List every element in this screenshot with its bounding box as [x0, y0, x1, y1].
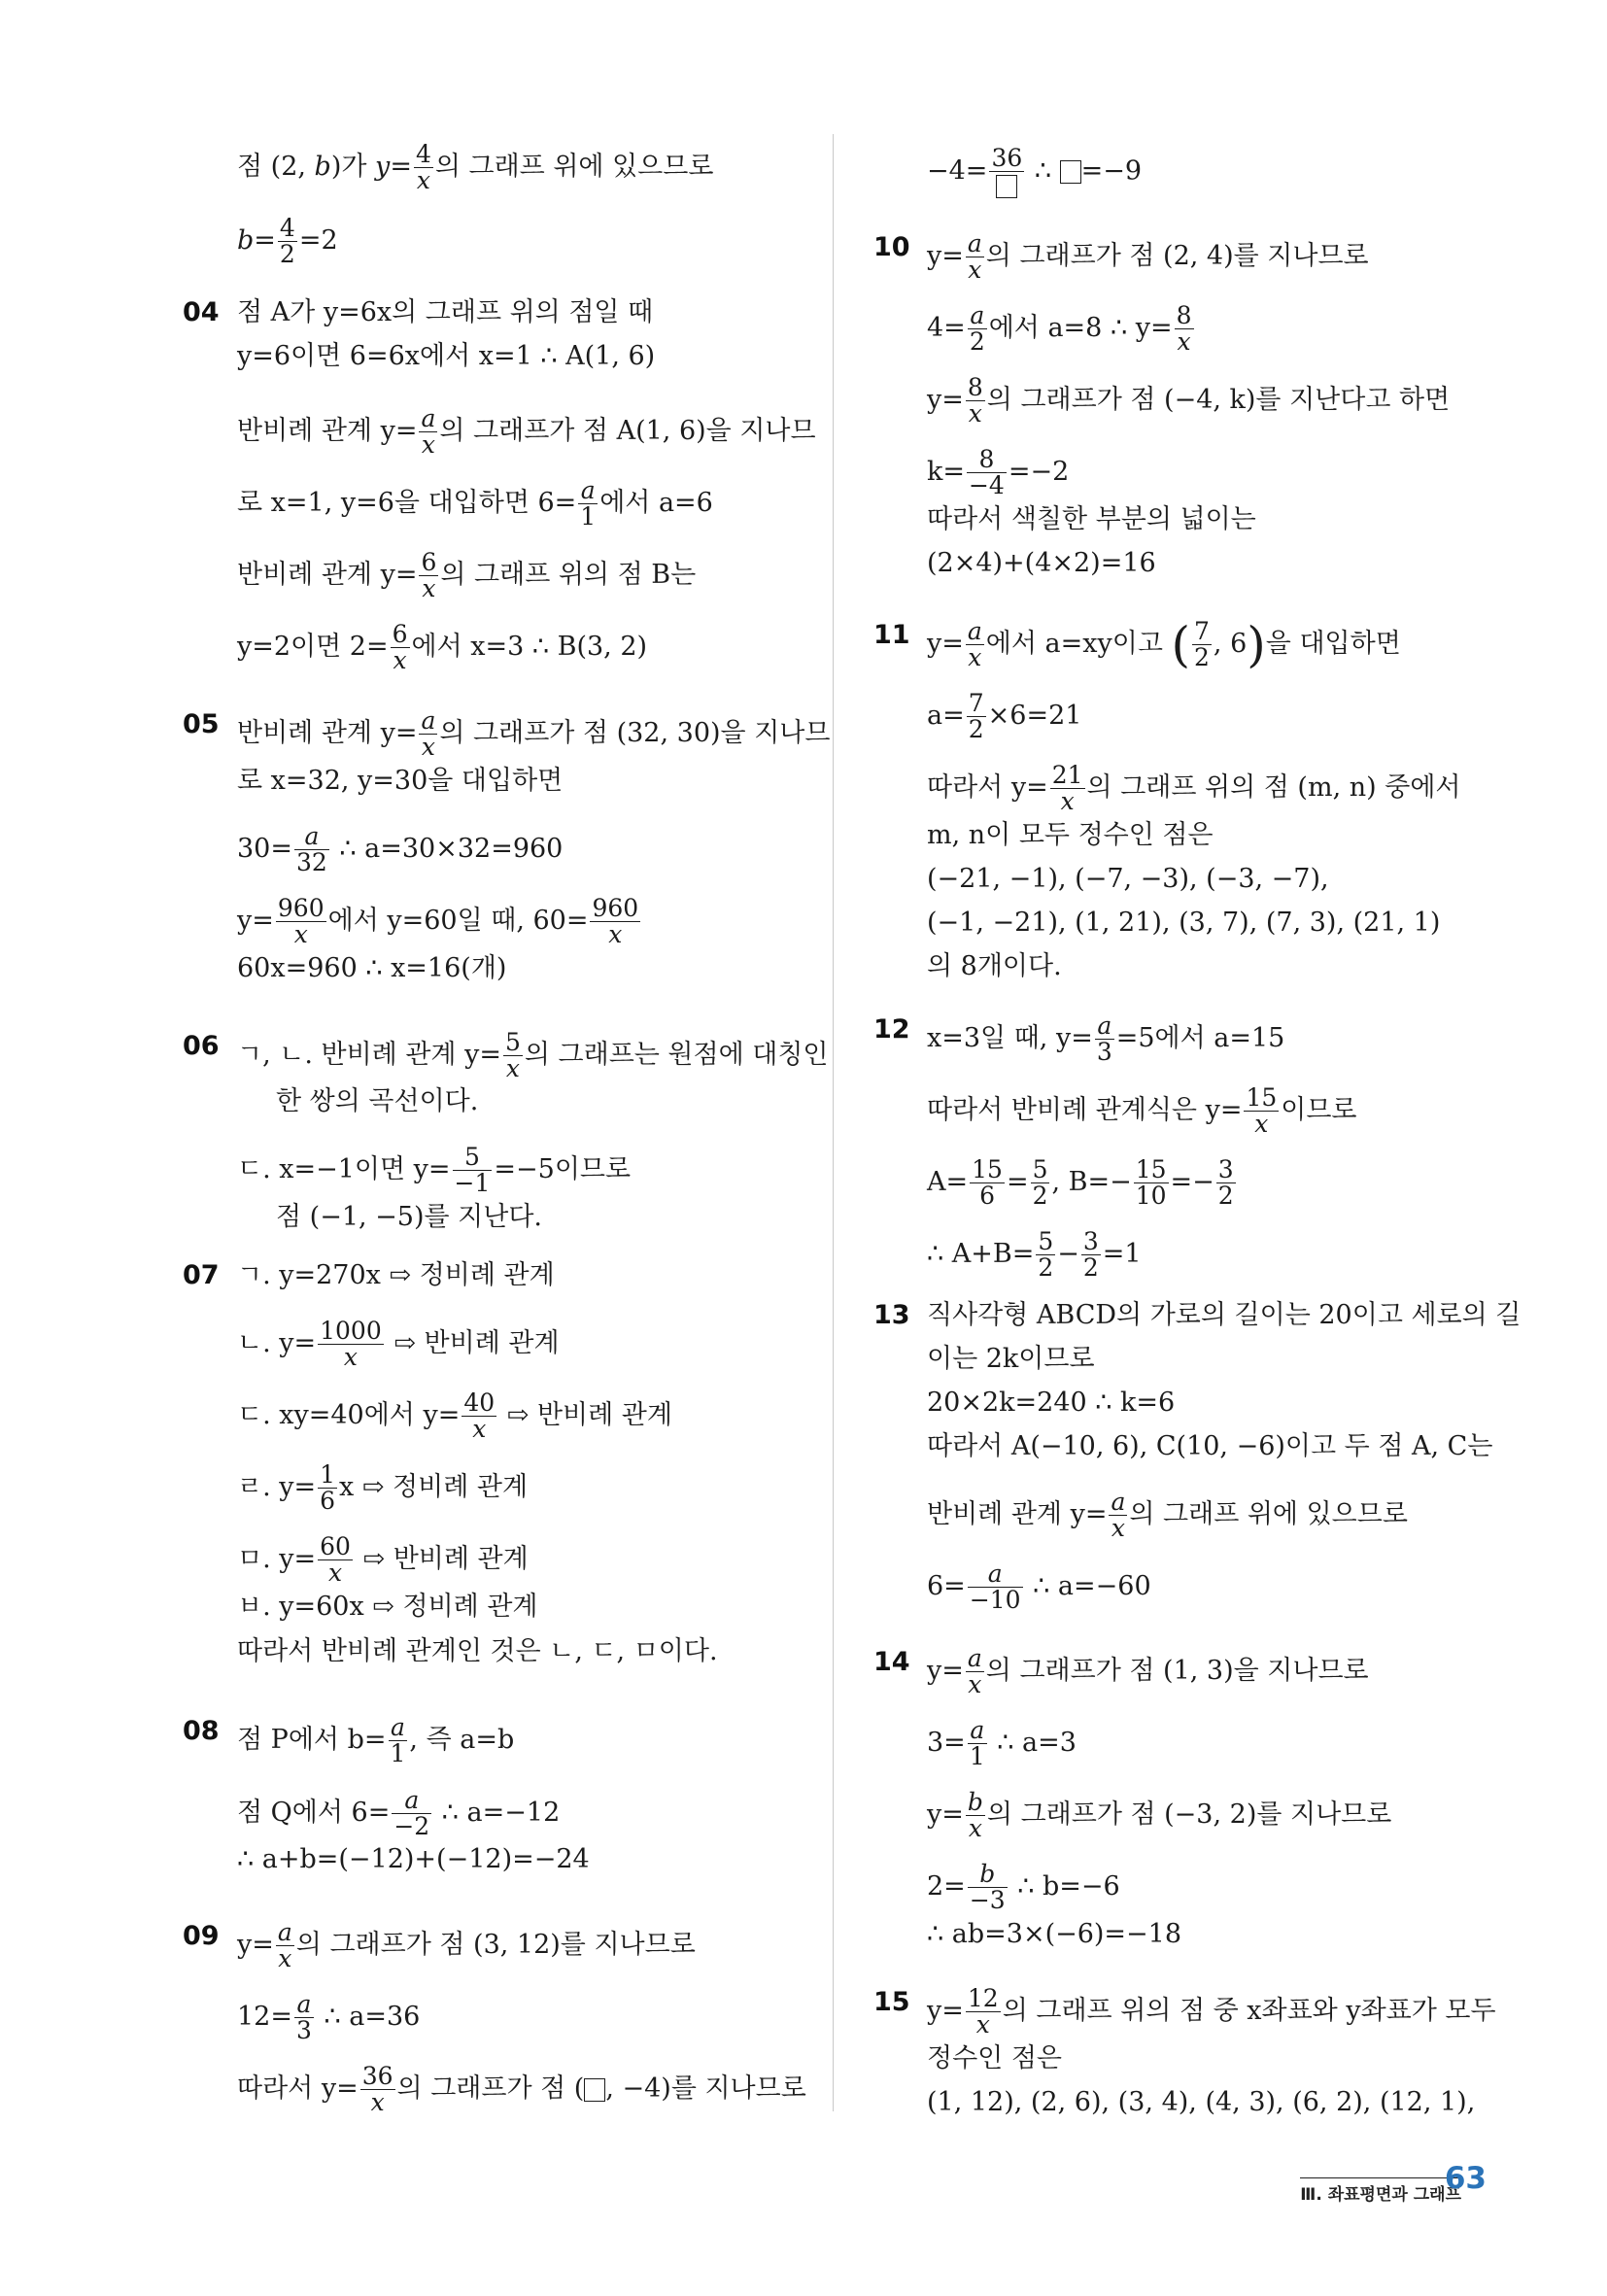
fraction: $\frac{a}{1}$ [580, 476, 597, 531]
q13-line-3: 20×2k=240 ∴ k=6 [927, 1388, 1176, 1418]
fraction: $\frac{a}{-10}$ [969, 1559, 1021, 1614]
fraction: $\frac{4}{2}$ [279, 214, 295, 268]
q11-line-2: a= $\frac{7}{2}$ ×6=21 [927, 689, 1082, 743]
q11-line-6: (−1, −21), (1, 21), (3, 7), (7, 3), (21, 1) [927, 908, 1441, 938]
q06-line-3: ㄷ. x=−1이면 y= $\frac{5}{-1}$ =−5이므로 [237, 1143, 632, 1197]
fraction: $\frac{a}{x}$ [421, 706, 436, 761]
fraction: $\frac{a}{x}$ [277, 1918, 292, 1972]
q09-line-2: 12= $\frac{a}{3}$ ∴ a=36 [237, 1990, 421, 2044]
fraction: $\frac{1}{6}$ [320, 1460, 336, 1515]
fraction: $\frac{60}{x}$ [320, 1532, 351, 1587]
problem-number-07: 07 [183, 1260, 220, 1290]
q07-line-6: ㅂ. y=60x ⇨ 정비례 관계 [237, 1592, 538, 1622]
fraction: $\frac{960}{x}$ [592, 894, 639, 948]
q11-line-5: (−21, −1), (−7, −3), (−3, −7), [927, 864, 1329, 894]
q12-line-1: x=3일 때, y= $\frac{a}{3}$ =5에서 a=15 [927, 1011, 1285, 1066]
q14-line-3: y= $\frac{b}{x}$ 의 그래프가 점 (−3, 2)를 지나므로 [927, 1788, 1392, 1842]
blank-box [584, 2078, 605, 2102]
fraction: $\frac{8}{x}$ [1176, 301, 1192, 356]
fraction: $\frac{5}{2}$ [1032, 1155, 1048, 1210]
fraction: $\frac{a}{3}$ [1096, 1011, 1112, 1066]
q10-line-2: 4= $\frac{a}{2}$ 에서 a=8 ∴ y= $\frac{8}{x}$ [927, 301, 1192, 356]
q11-line-7: 의 8개이다. [927, 951, 1062, 981]
line-b-value: b= $\frac{4}{2}$ =2 [237, 214, 338, 268]
q04-line-3: 반비례 관계 y= $\frac{a}{x}$ 의 그래프가 점 A(1, 6)을 지나므 [237, 404, 816, 459]
q07-line-5: ㅁ. y= $\frac{60}{x}$ ⇨ 반비례 관계 [237, 1532, 529, 1587]
q05-line-1: 반비례 관계 y= $\frac{a}{x}$ 의 그래프가 점 (32, 30)을 지나므 [237, 706, 831, 761]
fraction: $\frac{a}{32}$ [295, 822, 327, 876]
q14-line-1: y= $\frac{a}{x}$ 의 그래프가 점 (1, 3)을 지나므로 [927, 1644, 1369, 1698]
q06-line-2: 한 쌍의 곡선이다. [276, 1086, 479, 1116]
q06-line-4: 점 (−1, −5)를 지난다. [276, 1202, 542, 1232]
fraction: $\frac{a}{x}$ [967, 1644, 982, 1698]
fraction: $\frac{15}{10}$ [1135, 1155, 1167, 1210]
problem-number-15: 15 [873, 1987, 910, 2017]
q04-line-5: 반비례 관계 y= $\frac{6}{x}$ 의 그래프 위의 점 B는 [237, 548, 697, 602]
q12-line-3: A= $\frac{15}{6}$ = $\frac{5}{2}$ , B=− $\frac{15}{10}$ =− $\frac{3}{2}$ [927, 1155, 1234, 1210]
fraction: $\frac{21}{x}$ [1051, 761, 1083, 815]
q05-line-5: 60x=960 ∴ x=16(개) [237, 953, 507, 983]
page-number: 63 [1444, 2161, 1487, 2196]
q11-line-4: m, n이 모두 정수인 점은 [927, 820, 1214, 850]
q04-line-6: y=2이면 2= $\frac{6}{x}$ 에서 x=3 ∴ B(3, 2) [237, 620, 648, 674]
fraction: $\frac{7}{2}$ [1194, 617, 1210, 671]
q09-line-1: y= $\frac{a}{x}$ 의 그래프가 점 (3, 12)를 지나므로 [237, 1918, 696, 1972]
q15-line-3: (1, 12), (2, 6), (3, 4), (4, 3), (6, 2), (12, 1), [927, 2087, 1476, 2117]
continued-line: −4= 36 ∴ =−9 [927, 146, 1142, 198]
fraction: $\frac{a}{x}$ [967, 229, 982, 284]
fraction: $\frac{a}{1}$ [390, 1713, 406, 1767]
q13-line-2: 이는 2k이므로 [927, 1344, 1095, 1374]
problem-number-06: 06 [183, 1031, 220, 1061]
fraction: $\frac{36}{x}$ [361, 2062, 393, 2116]
fraction: $\frac{960}{x}$ [277, 894, 325, 948]
fraction: $\frac{a}{2}$ [969, 301, 985, 356]
column-divider [833, 134, 834, 2111]
fraction: $\frac{a}{x}$ [421, 404, 436, 459]
q07-line-1: ㄱ. y=270x ⇨ 정비례 관계 [237, 1260, 555, 1290]
problem-number-08: 08 [183, 1716, 220, 1746]
q14-line-2: 3= $\frac{a}{1}$ ∴ a=3 [927, 1716, 1077, 1770]
q10-line-5: 따라서 색칠한 부분의 넓이는 [927, 504, 1256, 534]
fraction: $\frac{a}{-2}$ [393, 1786, 430, 1840]
q04-line-1: 점 A가 y=6x의 그래프 위의 점일 때 [237, 297, 654, 327]
q13-line-5: 반비례 관계 y= $\frac{a}{x}$ 의 그래프 위에 있으므로 [927, 1488, 1408, 1542]
blank-box [1060, 160, 1081, 184]
q13-line-6: 6= $\frac{a}{-10}$ ∴ a=−60 [927, 1559, 1151, 1614]
problem-number-13: 13 [873, 1300, 910, 1330]
fraction: $\frac{1000}{x}$ [320, 1317, 382, 1371]
q12-line-2: 따라서 반비례 관계식은 y= $\frac{15}{x}$ 이므로 [927, 1083, 1357, 1138]
fraction: $\frac{8}{x}$ [967, 373, 983, 428]
fraction: $\frac{5}{-1}$ [454, 1143, 491, 1197]
problem-number-10: 10 [873, 232, 910, 262]
fraction: $\frac{3}{2}$ [1217, 1155, 1234, 1210]
q11-line-3: 따라서 y= $\frac{21}{x}$ 의 그래프 위의 점 (m, n) 중에서 [927, 761, 1461, 815]
q13-line-4: 따라서 A(−10, 6), C(10, −6)이고 두 점 A, C는 [927, 1431, 1493, 1461]
fraction: $\frac{6}{x}$ [392, 620, 408, 674]
fraction: $\frac{3}{2}$ [1082, 1227, 1099, 1282]
fraction: $\frac{15}{x}$ [1246, 1083, 1278, 1138]
fraction: $\frac{b}{x}$ [967, 1788, 983, 1842]
line-point-2b: 점 (2, b)가 y= $\frac{4}{x}$ 의 그래프 위에 있으므로 [237, 140, 714, 194]
problem-number-09: 09 [183, 1921, 220, 1951]
problem-number-12: 12 [873, 1014, 910, 1045]
fraction: $\frac{a}{1}$ [969, 1716, 985, 1770]
q07-line-4: ㄹ. y= $\frac{1}{6}$ x ⇨ 정비례 관계 [237, 1460, 529, 1515]
q13-line-1: 직사각형 ABCD의 가로의 길이는 20이고 세로의 길 [927, 1300, 1522, 1330]
q15-line-1: y= $\frac{12}{x}$ 의 그래프 위의 점 중 x좌표와 y좌표가 모두 [927, 1984, 1496, 2039]
q05-line-4: y= $\frac{960}{x}$ 에서 y=60일 때, 60= $\frac{960}{x}$ [237, 894, 639, 948]
fraction: $\frac{5}{2}$ [1038, 1227, 1054, 1282]
problem-number-05: 05 [183, 709, 220, 739]
q05-line-3: 30= $\frac{a}{32}$ ∴ a=30×32=960 [237, 822, 564, 876]
paren-right: ) [1247, 616, 1266, 673]
q04-line-2: y=6이면 6=6x에서 x=1 ∴ A(1, 6) [237, 341, 656, 371]
fraction: 36 [989, 146, 1024, 198]
q14-line-4: 2= $\frac{b}{-3}$ ∴ b=−6 [927, 1860, 1120, 1914]
fraction: $\frac{40}{x}$ [463, 1388, 496, 1443]
q10-line-4: k= $\frac{8}{-4}$ =−2 [927, 445, 1070, 499]
q07-line-7: 따라서 반비례 관계인 것은 ㄴ, ㄷ, ㅁ이다. [237, 1636, 718, 1666]
section-title: Ⅲ. 좌표평면과 그래프 [1300, 2177, 1461, 2205]
paren-left: ( [1171, 616, 1191, 673]
q15-line-2: 정수인 점은 [927, 2043, 1062, 2073]
q05-line-2: 로 x=32, y=30을 대입하면 [237, 766, 564, 796]
q07-line-2: ㄴ. y= $\frac{1000}{x}$ ⇨ 반비례 관계 [237, 1317, 560, 1371]
q10-line-1: y= $\frac{a}{x}$ 의 그래프가 점 (2, 4)를 지나므로 [927, 229, 1369, 284]
problem-number-14: 14 [873, 1647, 910, 1677]
fraction: $\frac{a}{x}$ [967, 617, 982, 671]
q10-line-6: (2×4)+(4×2)=16 [927, 548, 1156, 578]
q08-line-1: 점 P에서 b= $\frac{a}{1}$ , 즉 a=b [237, 1713, 515, 1767]
fraction: $\frac{a}{3}$ [295, 1990, 312, 2044]
fraction: $\frac{6}{x}$ [421, 548, 437, 602]
q10-line-3: y= $\frac{8}{x}$ 의 그래프가 점 (−4, k)를 지난다고 하면 [927, 373, 1451, 428]
blank-box [996, 175, 1017, 198]
fraction: $\frac{12}{x}$ [967, 1984, 999, 2039]
q04-line-4: 로 x=1, y=6을 대입하면 6= $\frac{a}{1}$ 에서 a=6 [237, 476, 713, 531]
fraction: $\frac{8}{-4}$ [968, 445, 1005, 499]
q07-line-3: ㄷ. xy=40에서 y= $\frac{40}{x}$ ⇨ 반비례 관계 [237, 1388, 672, 1443]
q06-line-1: ㄱ, ㄴ. 반비례 관계 y= $\frac{5}{x}$ 의 그래프는 원점에 대칭인 [237, 1028, 829, 1082]
fraction: $\frac{15}{6}$ [972, 1155, 1003, 1210]
fraction: $\frac{5}{x}$ [504, 1028, 521, 1082]
q11-line-1: y= $\frac{a}{x}$ 에서 a=xy이고 ( $\frac{7}{2}$ , 6)을 대입하면 [927, 616, 1401, 673]
fraction: $\frac{a}{x}$ [1111, 1488, 1126, 1542]
q08-line-3: ∴ a+b=(−12)+(−12)=−24 [237, 1844, 590, 1874]
q09-line-3: 따라서 y= $\frac{36}{x}$ 의 그래프가 점 ( , −4)를 지나므로 [237, 2062, 806, 2116]
fraction: $\frac{b}{-3}$ [969, 1860, 1006, 1914]
q08-line-2: 점 Q에서 6= $\frac{a}{-2}$ ∴ a=−12 [237, 1786, 561, 1840]
problem-number-04: 04 [183, 297, 220, 327]
fraction: $\frac{7}{2}$ [968, 689, 984, 743]
q14-line-5: ∴ ab=3×(−6)=−18 [927, 1919, 1182, 1949]
q12-line-4: ∴ A+B= $\frac{5}{2}$ − $\frac{3}{2}$ =1 [927, 1227, 1142, 1282]
problem-number-11: 11 [873, 620, 910, 650]
fraction: $\frac{4}{x}$ [415, 140, 431, 194]
